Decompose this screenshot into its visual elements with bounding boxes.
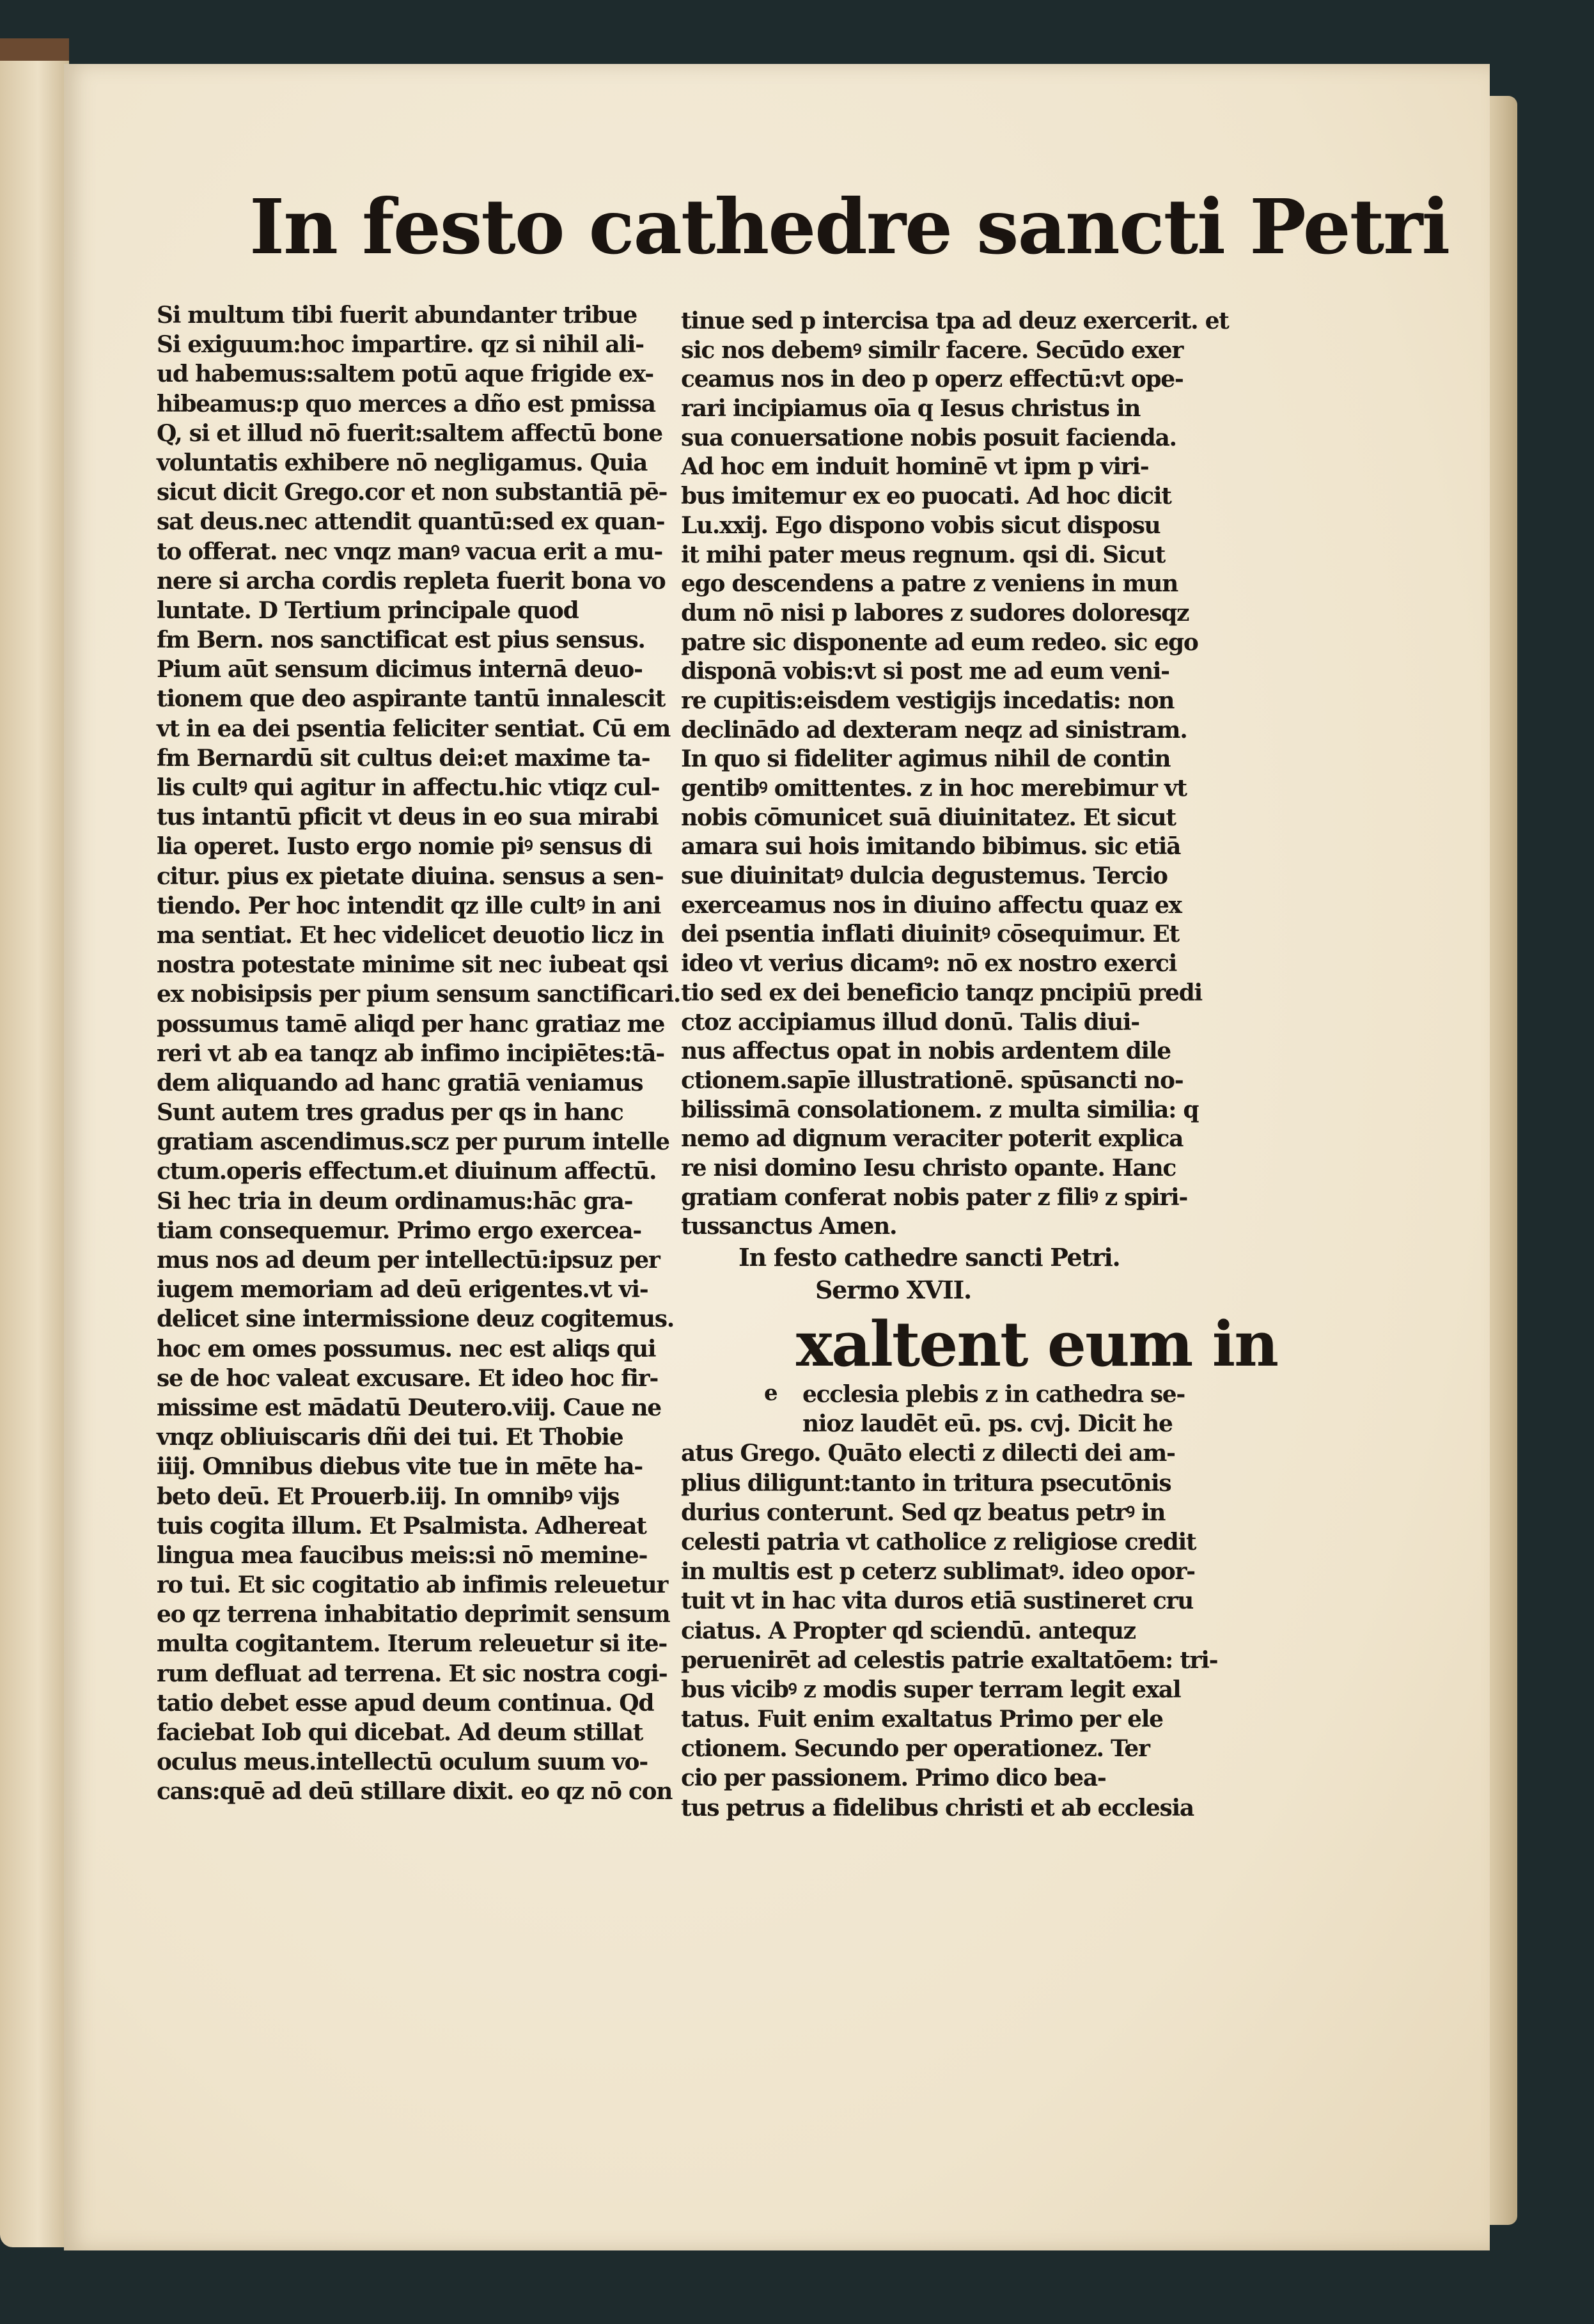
- text-line: ego descendens a patre z veniens in mun: [681, 570, 1178, 598]
- text-line: tatio debet esse apud deum continua. Qd: [157, 1689, 654, 1717]
- sermon-body: [681, 1380, 1218, 1823]
- sermon-heading: In festo cathedre sancti Petri.: [738, 1243, 1120, 1272]
- text-line: Lu.xxij. Ego dispono vobis sicut disposu: [681, 511, 1160, 539]
- text-line: re cupitis:eisdem vestigijs incedatis: non: [681, 687, 1175, 714]
- text-line: tus petrus a fidelibus christi et ab ecclesia: [681, 1794, 1194, 1821]
- text-line: Sunt autem tres gradus per qs in hanc: [157, 1099, 623, 1127]
- text-line: sicut dicit Grego.cor et non substantiā pē-: [157, 479, 668, 506]
- text-line: exerceamus nos in diuino affectu quaz ex: [681, 891, 1182, 919]
- text-line: atus Grego. Quāto electi z dilecti dei am-: [681, 1440, 1175, 1467]
- text-line: beto deū. Et Prouerb.iij. In omnibꝰ vijs: [157, 1483, 620, 1510]
- text-line: sat deus.nec attendit quantū:sed ex quan-: [157, 508, 665, 536]
- text-line: gentibꝰ omittentes. z in hoc merebimur vt: [681, 775, 1187, 802]
- text-line: celesti patria vt catholice z religiose credit: [681, 1528, 1196, 1556]
- text-line: citur. pius ex pietate diuina. sensus a sen-: [157, 862, 664, 890]
- text-line: tuis cogita illum. Et Psalmista. Adhereat: [157, 1512, 646, 1540]
- text-line: fm Bern. nos sanctificat est pius sensus.: [157, 627, 645, 654]
- text-line: declinādo ad dexteram neqz ad sinistram.: [681, 716, 1187, 744]
- text-line: Si multum tibi fuerit abundanter tribue: [157, 302, 637, 329]
- text-line: vnqz obliuiscaris dñi dei tui. Et Thobie: [157, 1424, 623, 1451]
- text-line: cans:quē ad deū stillare dixit. eo qz nō con: [157, 1778, 673, 1805]
- text-line: tiam consequemur. Primo ergo exercea-: [157, 1217, 641, 1244]
- right-text-column: [681, 307, 1278, 1823]
- left-page-fragment: [0, 61, 69, 2247]
- text-line: sue diuinitatꝰ dulcia degustemus. Tercio: [681, 862, 1168, 890]
- text-line: ro tui. Et sic cogitatio ab infimis releuetur: [157, 1571, 668, 1599]
- text-line: tinue sed p intercisa tpa ad deuz exercerit. et: [681, 308, 1229, 334]
- text-line: bus imitemur ex eo puocati. Ad hoc dicit: [681, 483, 1171, 510]
- running-title: In festo cathedre sancti Petri: [249, 182, 1449, 271]
- text-line: to offerat. nec vnqz manꝰ vacua erit a mu-: [157, 538, 663, 565]
- text-line: ma sentiat. Et hec videlicet deuotio licz in: [157, 921, 664, 949]
- text-line: fm Bernardū sit cultus dei:et maxime ta-: [157, 744, 650, 772]
- text-line: tuit vt in hac vita duros etiā sustineret cru: [681, 1587, 1194, 1615]
- text-line: tus intantū pficit vt deus in eo sua mirabi: [157, 804, 659, 831]
- text-line: ctionem. Secundo per operationez. Ter: [681, 1735, 1150, 1763]
- text-line: durius conterunt. Sed qz beatus petrꝰ in: [681, 1499, 1166, 1526]
- text-line: nemo ad dignum veraciter poterit explica: [681, 1125, 1184, 1153]
- text-line: Si hec tria in deum ordinamus:hāc gra-: [157, 1187, 633, 1215]
- text-line: multa cogitantem. Iterum releuetur si ite-: [157, 1630, 668, 1658]
- text-line: bus vicibꝰ z modis super terram legit exal: [681, 1676, 1181, 1703]
- text-line: vt in ea dei psentia feliciter sentiat. Cū em: [157, 715, 671, 742]
- text-line: rari incipiamus oīa q Iesus christus in: [681, 395, 1141, 423]
- text-line: In quo si fideliter agimus nihil de contin: [681, 745, 1171, 773]
- text-line: sic nos debemꝰ similr facere. Secūdo exer: [681, 336, 1184, 364]
- text-line: disponā vobis:vt si post me ad eum veni-: [681, 658, 1169, 685]
- left-text-column: [157, 300, 681, 1807]
- text-line: lis cultꝰ qui agitur in affectu.hic vtiqz cul-: [157, 774, 660, 801]
- text-line: ctum.operis effectum.et diuinum affectū.: [157, 1158, 657, 1185]
- text-line: amara sui hois imitando bibimus. sic etiā: [681, 833, 1181, 861]
- text-line: ideo vt verius dicamꝰ: nō ex nostro exerci: [681, 950, 1177, 978]
- text-line: cio per passionem. Primo dico bea-: [681, 1765, 1106, 1792]
- text-line: nostra potestate minime sit nec iubeat qsi: [157, 951, 668, 979]
- text-line: bilissimā consolationem. z multa similia: q: [681, 1096, 1199, 1123]
- text-line: nioz laudēt eū. ps. cvj. Dicit he: [802, 1410, 1173, 1438]
- left-page-edge: [0, 38, 69, 64]
- right-column-bottom: [681, 1380, 1218, 1823]
- text-line: plius diligunt:tanto in tritura psecutōnis: [681, 1469, 1171, 1497]
- text-line: tussanctus Amen.: [681, 1213, 897, 1240]
- text-line: tatus. Fuit enim exaltatus Primo per ele: [681, 1706, 1163, 1733]
- text-line: in multis est p ceterz sublimatꝰ. ideo opor-: [681, 1558, 1195, 1586]
- text-line: missime est mādatū Deutero.viij. Caue ne: [157, 1394, 661, 1421]
- text-line: patre sic disponente ad eum redeo. sic ego: [681, 628, 1198, 656]
- text-line: voluntatis exhibere nō negligamus. Quia: [157, 449, 647, 476]
- text-line: ud habemus:saltem potū aque frigide ex-: [157, 361, 653, 388]
- text-line: nobis cōmunicet suā diuinitatez. Et sicut: [681, 804, 1176, 831]
- text-line: tiendo. Per hoc intendit qz ille cultꝰ in ani: [157, 892, 661, 919]
- text-line: Si exiguum:hoc impartire. qz si nihil ali-: [157, 331, 644, 359]
- text-line: iiij. Omnibus diebus vite tue in mēte ha-: [157, 1453, 643, 1481]
- text-line: dum nō nisi p labores z sudores doloresqz: [681, 599, 1189, 627]
- text-line: ctoz accipiamus illud donū. Talis diui-: [681, 1008, 1139, 1036]
- text-line: ceamus nos in deo p operz effectū:vt ope-: [681, 366, 1184, 393]
- text-line: lingua mea faucibus meis:si nō memine-: [157, 1541, 648, 1569]
- text-line: gratiam conferat nobis pater z filiꝰ z spiri-: [681, 1183, 1187, 1211]
- text-line: Pium aūt sensum dicimus internā deuo-: [157, 656, 643, 683]
- right-column-top: [681, 307, 1229, 1242]
- text-line: nus affectus opat in nobis ardentem dile: [681, 1038, 1171, 1065]
- sermon-incipit: [681, 1308, 1278, 1380]
- text-line: delicet sine intermissione deuz cogitemus.: [157, 1306, 674, 1333]
- text-line: tionem que deo aspirante tantū innalescit: [157, 685, 665, 713]
- text-line: se de hoc valeat excusare. Et ideo hoc fir-: [157, 1364, 658, 1392]
- text-line: faciebat Iob qui dicebat. Ad deum stillat: [157, 1719, 643, 1746]
- text-line: lia operet. Iusto ergo nomie piꝰ sensus di: [157, 833, 652, 861]
- text-line: dei psentia inflati diuinitꝰ cōsequimur. Et: [681, 921, 1179, 948]
- text-line: rum defluat ad terrena. Et sic nostra cogi-: [157, 1660, 668, 1687]
- text-line: hibeamus:p quo merces a dño est pmissa: [157, 390, 655, 417]
- text-line: ex nobisipsis per pium sensum sanctificari.: [157, 981, 681, 1008]
- text-line: dem aliquando ad hanc gratiā veniamus: [157, 1069, 643, 1096]
- text-line: sua conuersatione nobis posuit facienda.: [681, 424, 1176, 451]
- text-line: gratiam ascendimus.scz per purum intelle: [157, 1128, 669, 1156]
- text-line: luntate. D Tertium principale quod: [157, 597, 579, 624]
- text-line: ciatus. A Propter qd sciendū. antequz: [681, 1617, 1136, 1644]
- text-line: eo qz terrena inhabitatio deprimit sensum: [157, 1601, 670, 1628]
- text-line: reri vt ab ea tanqz ab infimo incipiētes:tā-: [157, 1040, 664, 1067]
- text-line: tio sed ex dei beneficio tanqz pncipiū predi: [681, 979, 1202, 1006]
- text-line: ctionem.sapīe illustrationē. spūsancti no-: [681, 1066, 1184, 1094]
- text-line: re nisi domino Iesu christo opante. Hanc: [681, 1154, 1176, 1181]
- text-line: mus nos ad deum per intellectū:ipsuz per: [157, 1247, 660, 1274]
- text-line: Ad hoc em induit hominē vt ipm p viri-: [681, 453, 1149, 481]
- text-line: it mihi pater meus regnum. qsi di. Sicut: [681, 541, 1165, 568]
- guide-letter: e: [764, 1380, 777, 1406]
- text-line: iugem memoriam ad deū erigentes.vt vi-: [157, 1276, 648, 1304]
- text-line: Q, si et illud nō fuerit:saltem affectū bone: [157, 419, 662, 447]
- incipit-words: xaltent eum in: [796, 1308, 1278, 1380]
- text-line: possumus tamē aliqd per hanc gratiaz me: [157, 1010, 665, 1038]
- sermon-number: Sermo XVII.: [815, 1275, 971, 1304]
- text-line: oculus meus.intellectū oculum suum vo-: [157, 1749, 648, 1776]
- text-line: nere si archa cordis repleta fuerit bona vo: [157, 567, 666, 595]
- text-line: ecclesia plebis z in cathedra se-: [802, 1381, 1185, 1408]
- text-line: hoc em omes possumus. nec est aliqs qui: [157, 1335, 656, 1362]
- text-line: peruenirēt ad celestis patrie exaltatōem: tri-: [681, 1646, 1218, 1674]
